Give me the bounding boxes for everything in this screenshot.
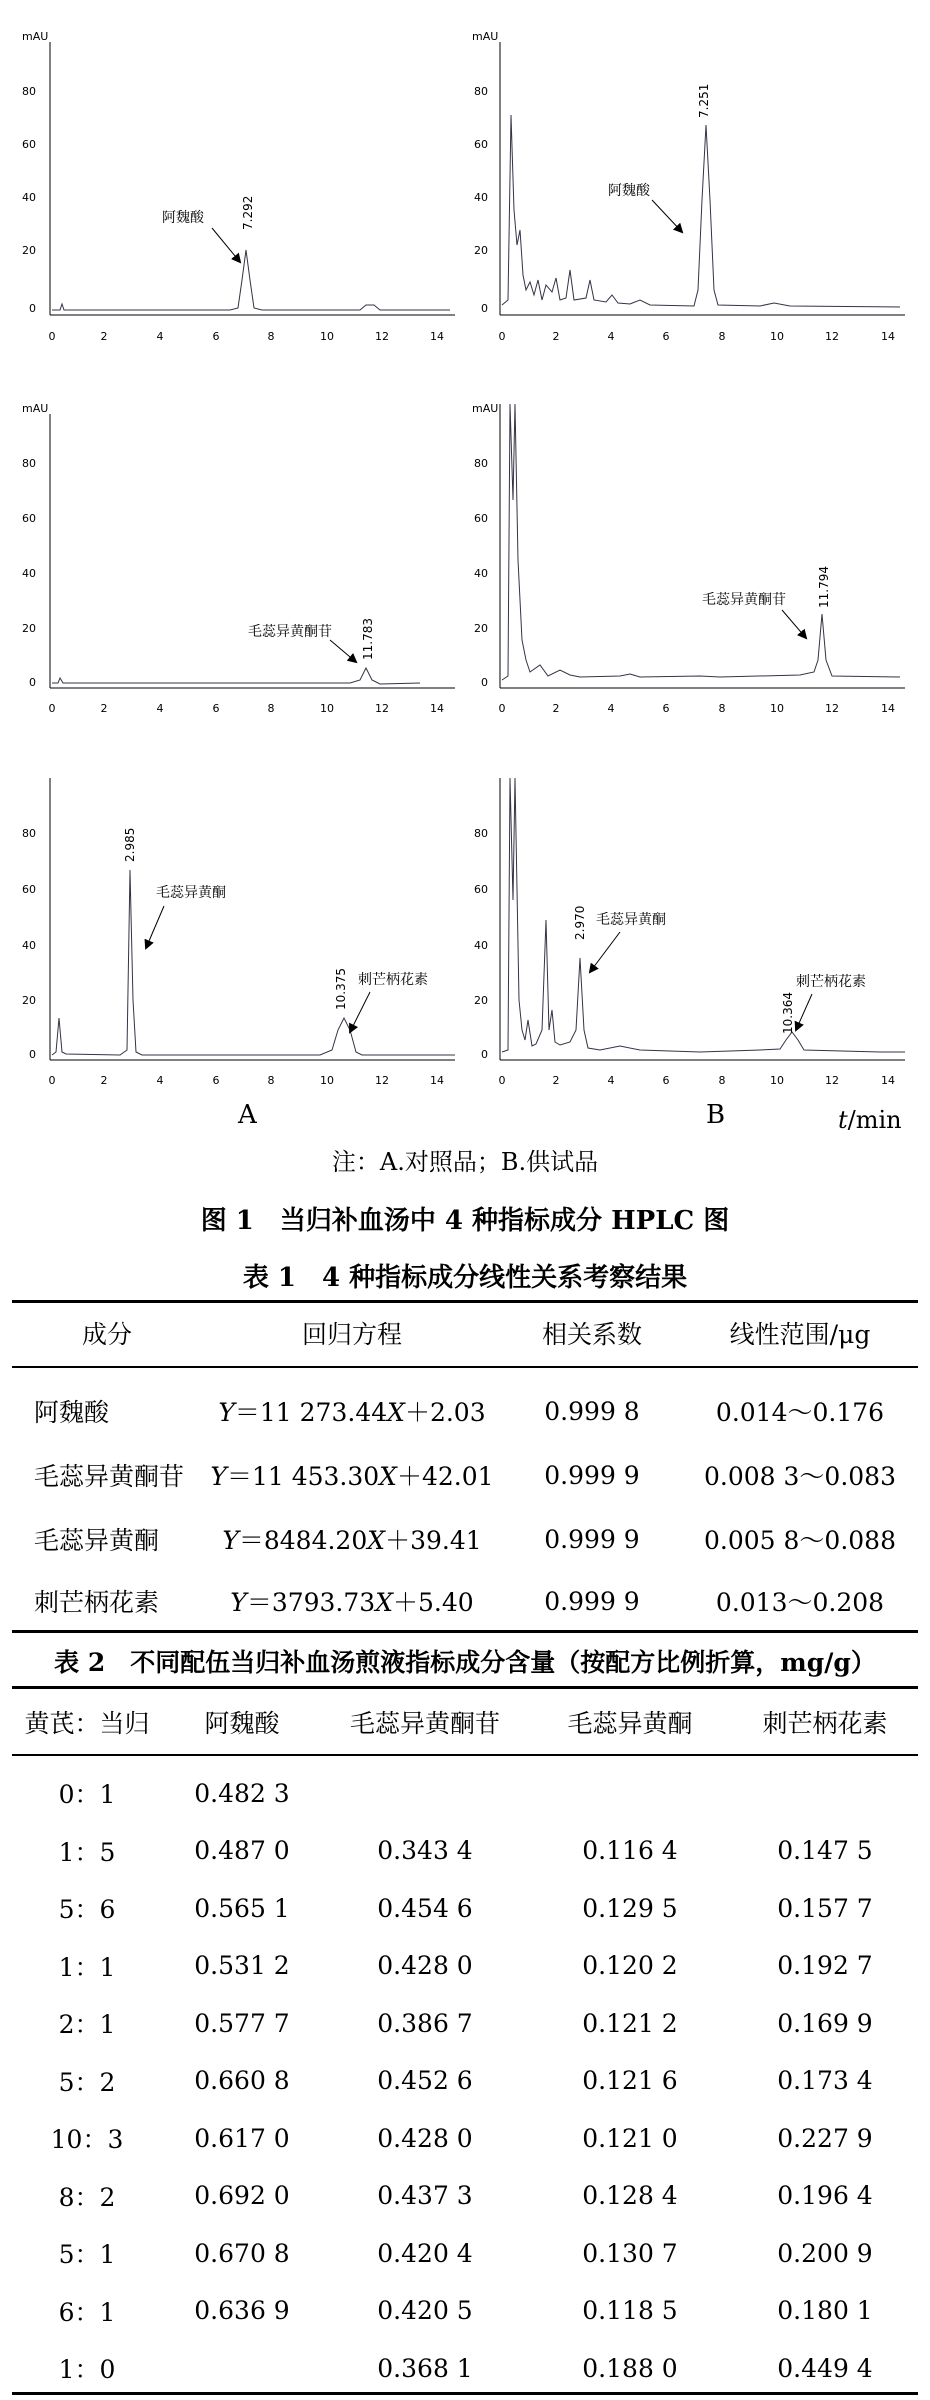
equation-cell: Y＝8484.20X＋39.41 (222, 1526, 482, 1555)
table-cell: 0.005 8～0.088 (704, 1526, 896, 1555)
y-tick: 40 (474, 567, 488, 580)
x-tick: 0 (498, 1074, 506, 1087)
header-cell: 线性范围/μg (729, 1320, 871, 1349)
table-cell: 0.013～0.208 (715, 1588, 885, 1617)
x-tick: 2 (552, 702, 560, 715)
x-tick: 10 (320, 1074, 334, 1087)
table-row (12, 1937, 918, 1995)
peak-rt-label: 11.783 (361, 618, 375, 660)
table-cell: 0.482 3 (194, 1778, 290, 1808)
table-cell: 0.428 0 (377, 2123, 473, 2153)
header-cell: 黄芪：当归 (24, 1709, 150, 1738)
peak-compound-label: 毛蕊异黄酮苷 (702, 592, 786, 608)
y-ticks (22, 457, 36, 689)
y-tick: 60 (474, 883, 488, 896)
table-cell: 0.121 2 (582, 2008, 678, 2038)
table-cell: 0.577 7 (194, 2008, 290, 2038)
y-tick: 0 (29, 302, 36, 315)
table-row (12, 2167, 918, 2225)
panel-label-B: B (706, 1100, 726, 1130)
table-cell: 0.157 7 (777, 1893, 873, 1923)
table-cell: 0.129 5 (582, 1893, 678, 1923)
y-tick: 0 (481, 676, 488, 689)
table-cell: 0.118 5 (582, 2296, 678, 2325)
x-tick: 8 (718, 1074, 726, 1087)
x-tick: 10 (770, 330, 784, 343)
peak-rt-label: 10.364 (781, 992, 795, 1034)
table-cell: 0.386 7 (377, 2008, 473, 2038)
x-tick: 6 (212, 1074, 220, 1087)
y-tick: 60 (474, 138, 488, 151)
panel-label-A: A (238, 1100, 257, 1130)
table-cell: 0.196 4 (777, 2181, 873, 2210)
x-tick: 0 (498, 702, 506, 715)
y-tick: 40 (22, 567, 36, 580)
peak-compound-label: 毛蕊异黄酮 (156, 885, 226, 901)
x-ticks (49, 1074, 445, 1087)
table-cell: 0.200 9 (777, 2238, 873, 2268)
header-cell: 阿魏酸 (204, 1709, 280, 1738)
peak-compound-label: 阿魏酸 (608, 183, 650, 199)
x-tick: 2 (100, 1074, 108, 1087)
chromatogram-trace (52, 668, 420, 684)
header-cell: 刺芒柄花素 (762, 1709, 888, 1738)
y-tick: 80 (22, 457, 36, 470)
y-unit-label: mAU (472, 402, 499, 415)
table-cell: 0.617 0 (194, 2123, 290, 2153)
header-cell: 成分 (81, 1320, 132, 1349)
table-cell: 0.014～0.176 (715, 1398, 885, 1427)
y-tick: 20 (22, 244, 36, 257)
x-tick: 2 (552, 1074, 560, 1087)
peak-rt-label: 2.985 (123, 827, 137, 862)
x-ticks (499, 702, 896, 715)
x-axis-var: t (838, 1106, 848, 1134)
ratio-cell: 2：1 (58, 2010, 116, 2039)
chromatogram-B-mid (472, 402, 905, 715)
table-cell: 0.116 4 (582, 1836, 678, 1865)
table-row (12, 1822, 918, 1880)
ratio-cell: 5：1 (58, 2240, 116, 2269)
table-cell: 0.128 4 (582, 2181, 678, 2210)
y-tick: 0 (481, 1048, 488, 1061)
y-tick: 80 (22, 85, 36, 98)
x-tick: 12 (825, 330, 839, 343)
chromatogram-trace (52, 250, 450, 310)
y-unit-label: mAU (472, 30, 499, 43)
x-tick: 12 (825, 702, 839, 715)
y-tick: 40 (474, 939, 488, 952)
table-cell: 0.531 2 (194, 1951, 290, 1980)
table-row (12, 2052, 918, 2110)
chromatogram-A-bot (22, 778, 455, 1087)
x-tick: 14 (430, 702, 444, 715)
table-cell: 0.428 0 (377, 1951, 473, 1980)
table-cell: 0.565 1 (194, 1893, 290, 1923)
table-row (12, 1570, 918, 1632)
table-cell: 0.180 1 (777, 2296, 873, 2325)
header-cell: 毛蕊异黄酮 (567, 1709, 693, 1738)
table1-header (12, 1302, 918, 1364)
x-tick: 10 (320, 702, 334, 715)
x-tick: 14 (430, 1074, 444, 1087)
equation-cell: Y＝11 273.44X＋2.03 (218, 1398, 486, 1427)
y-tick: 60 (22, 883, 36, 896)
ratio-cell: 5：6 (58, 1895, 116, 1924)
table-cell: 0.420 5 (377, 2296, 473, 2325)
table-cell: 0.999 9 (544, 1460, 640, 1490)
ratio-cell: 1：0 (58, 2355, 116, 2384)
table-cell: 0.227 9 (777, 2123, 873, 2153)
y-tick: 40 (474, 191, 488, 204)
y-unit-label: mAU (22, 30, 49, 43)
table-cell: 毛蕊异黄酮苷 (34, 1462, 185, 1491)
x-tick: 12 (375, 330, 389, 343)
figure-caption: 图 1 当归补血汤中 4 种指标成分 HPLC 图 (200, 1206, 730, 1236)
x-tick: 6 (212, 330, 220, 343)
table-cell: 0.121 6 (582, 2066, 678, 2095)
peak-compound-label: 刺芒柄花素 (358, 972, 428, 988)
x-tick: 8 (267, 702, 275, 715)
ratio-cell: 8：2 (58, 2182, 116, 2212)
ratio-cell: 1：1 (58, 1952, 116, 1982)
x-tick: 0 (498, 330, 506, 343)
y-tick: 20 (474, 994, 488, 1007)
table-cell: 0.192 7 (777, 1951, 873, 1980)
hplc-figure (0, 0, 930, 1130)
table-cell: 0.452 6 (377, 2066, 473, 2095)
chromatogram-B-bot (474, 778, 905, 1087)
figure-note: 注：A.对照品；B.供试品 (331, 1148, 599, 1176)
equation-cell: Y＝11 453.30X＋42.01 (210, 1462, 494, 1491)
table-cell: 0.449 4 (777, 2353, 873, 2383)
table-cell: 0.188 0 (582, 2353, 678, 2383)
table-cell: 0.487 0 (194, 1836, 290, 1865)
chromatogram-A-mid (22, 402, 455, 715)
x-tick: 6 (662, 1074, 670, 1087)
x-tick: 2 (552, 330, 560, 343)
x-tick: 14 (881, 330, 895, 343)
table-row (12, 1508, 918, 1570)
table-cell: 0.692 0 (194, 2181, 290, 2210)
y-tick: 0 (481, 302, 488, 315)
ratio-cell: 0：1 (58, 1780, 116, 1809)
x-tick: 14 (430, 330, 444, 343)
table-cell: 0.008 3～0.083 (704, 1462, 896, 1491)
table-row (12, 1994, 918, 2052)
table-cell: 阿魏酸 (34, 1398, 110, 1427)
table-row (12, 1879, 918, 1937)
table2-header (12, 1693, 918, 1751)
table-cell: 0.121 0 (582, 2123, 678, 2153)
x-ticks (49, 702, 445, 715)
table2-bottom-rule (12, 2392, 918, 2395)
y-tick: 40 (22, 191, 36, 204)
chromatogram-trace (52, 870, 455, 1055)
peak-rt-label: 2.970 (573, 905, 587, 940)
chromatogram-A-top (22, 30, 455, 343)
table-cell: 0.169 9 (777, 2008, 873, 2038)
ratio-cell: 1：5 (58, 1837, 116, 1867)
y-unit-label: mAU (22, 402, 49, 415)
y-ticks (474, 457, 488, 689)
y-tick: 0 (29, 1048, 36, 1061)
ratio-cell: 5：2 (58, 2067, 116, 2097)
y-tick: 20 (474, 244, 488, 257)
y-tick: 40 (22, 939, 36, 952)
x-tick: 10 (770, 1074, 784, 1087)
x-tick: 12 (375, 702, 389, 715)
y-tick: 20 (22, 622, 36, 635)
x-tick: 8 (267, 1074, 275, 1087)
header-cell: 毛蕊异黄酮苷 (349, 1709, 500, 1738)
peak-rt-label: 10.375 (334, 968, 348, 1010)
chromatogram-B-top (472, 30, 905, 343)
y-tick: 60 (474, 512, 488, 525)
table-cell: 毛蕊异黄酮 (34, 1526, 160, 1555)
table1-bottom-rule (12, 1630, 918, 1633)
header-cell: 回归方程 (301, 1320, 402, 1349)
chromatogram-trace (502, 404, 900, 680)
x-tick: 14 (881, 1074, 895, 1087)
x-tick: 12 (825, 1074, 839, 1087)
y-ticks (22, 85, 36, 315)
table-cell: 0.420 4 (377, 2238, 473, 2268)
x-tick: 4 (156, 330, 164, 343)
table-cell: 0.147 5 (777, 1836, 873, 1865)
peak-compound-label: 毛蕊异黄酮苷 (248, 624, 332, 640)
x-tick: 10 (320, 330, 334, 343)
table-cell: 0.999 8 (544, 1396, 640, 1426)
y-tick: 80 (22, 827, 36, 840)
chromatogram-trace (502, 115, 900, 307)
y-tick: 60 (22, 512, 36, 525)
x-tick: 0 (48, 1074, 56, 1087)
table1-caption: 表 1 4 种指标成分线性关系考察结果 (242, 1263, 688, 1293)
y-tick: 80 (474, 827, 488, 840)
y-ticks (474, 827, 488, 1061)
x-tick: 10 (770, 702, 784, 715)
peak-compound-label: 毛蕊异黄酮 (596, 912, 666, 928)
x-tick: 4 (156, 702, 164, 715)
table-row (12, 1764, 918, 1822)
x-tick: 8 (267, 330, 275, 343)
x-tick: 6 (662, 330, 670, 343)
table-row (12, 1444, 918, 1506)
x-tick: 8 (718, 330, 726, 343)
y-tick: 80 (474, 457, 488, 470)
table-cell: 0.999 9 (544, 1586, 640, 1616)
y-tick: 60 (22, 138, 36, 151)
x-ticks (49, 330, 445, 343)
table-cell: 0.437 3 (377, 2181, 473, 2210)
x-tick: 8 (718, 702, 726, 715)
table-cell: 0.173 4 (777, 2066, 873, 2095)
table-cell: 0.130 7 (582, 2238, 678, 2268)
x-tick: 0 (48, 702, 56, 715)
x-tick: 14 (881, 702, 895, 715)
table-cell: 0.343 4 (377, 1836, 473, 1865)
table-cell: 刺芒柄花素 (34, 1588, 160, 1617)
table-row (12, 2109, 918, 2167)
peak-compound-label: 阿魏酸 (162, 210, 204, 226)
x-axis-unit (838, 1106, 902, 1134)
chromatogram-trace (502, 778, 905, 1052)
table-row (12, 2339, 918, 2397)
equation-cell: Y＝3793.73X＋5.40 (230, 1588, 474, 1617)
x-tick: 6 (212, 702, 220, 715)
table2-top-rule (12, 1686, 918, 1689)
header-cell: 相关系数 (541, 1320, 642, 1349)
table-cell: 0.999 9 (544, 1524, 640, 1554)
x-tick: 2 (100, 702, 108, 715)
x-tick: 4 (607, 702, 615, 715)
y-tick: 0 (29, 676, 36, 689)
ratio-cell: 10：3 (50, 2125, 124, 2154)
table-cell: 0.670 8 (194, 2238, 290, 2268)
x-tick: 0 (48, 330, 56, 343)
x-tick: 6 (662, 702, 670, 715)
x-ticks (499, 330, 896, 343)
y-tick: 20 (474, 622, 488, 635)
table-cell: 0.368 1 (377, 2353, 473, 2383)
table-cell: 0.636 9 (194, 2296, 290, 2325)
y-tick: 80 (474, 85, 488, 98)
table-cell: 0.660 8 (194, 2066, 290, 2095)
y-ticks (474, 85, 488, 315)
peak-rt-label: 7.251 (697, 83, 711, 118)
table-cell: 0.120 2 (582, 1951, 678, 1980)
x-tick: 4 (156, 1074, 164, 1087)
peak-rt-label: 7.292 (241, 195, 255, 230)
x-tick: 4 (607, 330, 615, 343)
y-ticks (22, 827, 36, 1061)
table1-header-rule (12, 1366, 918, 1368)
table2-header-rule (12, 1754, 918, 1756)
y-tick: 20 (22, 994, 36, 1007)
x-tick: 2 (100, 330, 108, 343)
table-cell: 0.454 6 (377, 1893, 473, 1923)
x-tick: 12 (375, 1074, 389, 1087)
peak-rt-label: 11.794 (817, 566, 831, 608)
table-row (12, 2224, 918, 2282)
table-row (12, 1380, 918, 1442)
table-row (12, 2282, 918, 2340)
x-axis-unit-text: /min (847, 1106, 902, 1134)
table2-caption: 表 2 不同配伍当归补血汤煎液指标成分含量（按配方比例折算，mg/g） (54, 1648, 876, 1677)
x-ticks (499, 1074, 896, 1087)
peak-compound-label: 刺芒柄花素 (796, 974, 866, 990)
ratio-cell: 6：1 (58, 2297, 116, 2327)
x-tick: 4 (607, 1074, 615, 1087)
